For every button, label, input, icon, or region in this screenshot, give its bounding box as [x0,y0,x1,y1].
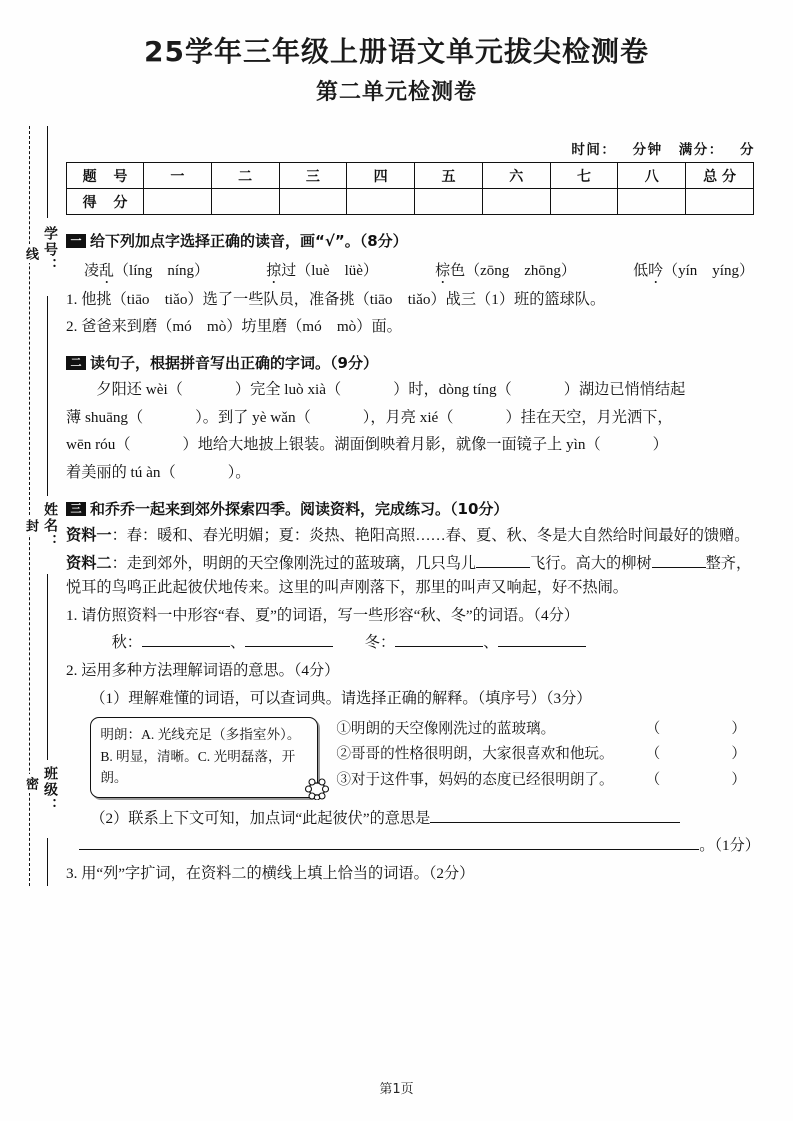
pinyin-item-2[interactable]: 掠过（luè lüè） [266,263,378,280]
left-margin-column [20,126,64,886]
option-2-answer-blank[interactable]: （ ） [645,746,760,763]
question-3-sub3-title: 3. 用“列”字扩词，在资料二的横线上填上恰当的词语。（2分） [66,864,475,882]
list-item-option-3[interactable] [336,768,760,793]
material-2-text-part1: ：走到郊外，明朗的天空像刚洗过的蓝玻璃，几只鸟儿 [111,554,477,572]
question-3-sub2-2-row [66,807,760,832]
sep-2: 、 [483,634,499,652]
q2-seg-2a: 薄 shuāng（ [66,408,144,426]
option-3-text: 对于这件事，妈妈的态度已经很明朗了。 [350,771,614,788]
mark-unit: 分 [740,142,755,158]
question-1-heading [66,229,760,253]
score-cell-3[interactable] [279,189,347,215]
time-unit: 分钟 [632,142,663,158]
pinyin-item-1[interactable]: 凌乱（líng níng） [84,263,210,280]
score-table [66,162,754,215]
material-2-text-part2: 飞行。高大的柳树 [530,554,652,572]
option-2-mark: ② [336,746,351,763]
score-col-total: 总 分 [686,163,754,189]
material-2-label: 资料二 [66,554,112,572]
footer-page-number: 第1页 [379,1082,414,1097]
question-3-sub1-answer-row [66,631,760,656]
margin-rule-student-id[interactable] [47,296,48,496]
option-1-answer-blank[interactable]: （ ） [645,721,760,738]
sub2-2-blank-1[interactable] [430,822,680,823]
winter-label: 冬： [364,634,396,652]
exam-content [66,218,760,890]
score-cell-1[interactable] [144,189,212,215]
table-row-scores [67,189,754,215]
score-col-3: 三 [279,163,347,189]
margin-rule-name[interactable] [47,574,48,760]
question-2-number: 二 [66,356,86,370]
page-title: 25学年三年级上册语文单元拔尖检测卷 [144,35,649,68]
option-3-answer-blank[interactable]: （ ） [645,771,760,788]
question-2-heading [66,351,760,375]
score-col-1: 一 [144,163,212,189]
score-cell-8[interactable] [618,189,686,215]
q2-seg-4a: 着美丽的 tú àn（ [66,464,176,482]
material-1-text: ：春：暖和、春光明媚；夏：炎热、艳阳高照……春、夏、秋、冬是大自然给时间最好的馈赠。 [111,526,750,544]
q2-seg-3c: ） [652,436,668,454]
seal-dashed-line [29,126,30,886]
sep-1: 、 [229,634,246,652]
question-3-title: 和乔乔一起来到郊外探索四季。阅读资料，完成练习。（10分） [90,499,509,518]
page-subtitle: 第二单元检测卷 [315,80,477,105]
margin-rule-top [47,126,48,218]
question-2-line-3[interactable] [66,433,760,458]
question-1-sentence-2[interactable]: 2. 爸爸来到磨（mó mò）坊里磨（mó mò）面。 [66,318,402,336]
question-1-sentence-1[interactable]: 1. 他挑（tiāo tiǎo）选了一些队员，准备挑（tiāo tiǎo）战三（1）班的篮球队。 [66,290,606,308]
autumn-blank-1[interactable] [142,646,230,647]
q2-seg-2d: ）挂在天空，月光洒下， [505,408,673,426]
pinyin-item-4[interactable]: 低吟（yín yíng） [633,263,754,280]
exam-meta-line [561,138,755,158]
option-1-mark: ① [336,721,351,738]
seal-char-line: 线 [21,244,40,263]
material-1 [66,524,760,549]
question-2-line-1[interactable] [66,378,760,403]
flower-icon [304,778,330,806]
question-2-line-4[interactable] [66,461,760,486]
q2-seg-4b: ）。 [227,464,251,482]
question-1-number: 一 [66,234,86,248]
option-1-text: 明朗的天空像刚洗过的蓝玻璃。 [350,721,556,738]
score-cell-4[interactable] [347,189,415,215]
full-mark-label: 满分： [678,142,724,158]
q2-seg-1d: ）湖边已悄悄结起 [563,381,686,399]
question-1-pinyin-row [66,259,760,283]
q2-seg-1a: 夕阳还 wèi（ [96,381,183,399]
score-cell-total[interactable] [686,189,754,215]
list-item-option-2[interactable] [336,742,760,767]
score-col-5: 五 [415,163,483,189]
question-3-number: 三 [66,502,86,516]
q2-seg-1b: ）完全 luò xià（ [234,381,342,399]
dictionary-and-options [66,717,760,797]
score-col-6: 六 [482,163,550,189]
time-label: 时间： [571,142,617,158]
question-3-sub2-2-tail-row [66,834,760,859]
question-3-sub1-title: 1. 请仿照资料一中形容“春、夏”的词语，写一些形容“秋、冬”的词语。（4分） [66,606,579,624]
dictionary-entry-text: 明朗：A. 光线充足（多指室外）。B. 明显，清晰。C. 光明磊落，开朗。 [100,727,301,786]
seal-char-seal: 封 [21,516,40,535]
option-list [336,717,760,792]
sub2-2-blank-2[interactable] [79,849,699,850]
field-label-name: 姓名： [42,502,58,550]
margin-rule-class[interactable] [47,838,48,886]
score-col-8: 八 [618,163,686,189]
title-block [0,34,793,106]
winter-blank-2[interactable] [498,646,586,647]
option-2-text: 哥哥的性格很明朗，大家很喜欢和他玩。 [350,746,614,763]
score-table-label-score: 得 分 [67,189,144,215]
question-3-sub2-1-title: （1）理解难懂的词语，可以查词典。请选择正确的解释。（填序号）（3分） [90,689,592,707]
field-label-student-id: 学号： [42,226,58,274]
option-3-mark: ③ [336,771,351,788]
q2-seg-2b: ）。到了 yè wǎn（ [195,408,311,426]
q2-seg-1c: ）时，dòng tíng（ [393,381,512,399]
material-2-blank-1[interactable] [476,567,530,568]
autumn-blank-2[interactable] [245,646,333,647]
autumn-label: 秋： [111,634,142,652]
question-3-sub2-2-title: （2）联系上下文可知，加点词“此起彼伏”的意思是 [90,809,431,827]
q2-seg-3a: wēn róu（ [66,436,131,454]
material-2-text-part3: 整齐，悦耳的鸟鸣正此起彼伏地传来。这里的叫声刚落下，那里的叫声又响起，好不热闹。 [66,554,752,597]
material-2 [66,552,760,601]
score-table-label-question: 题 号 [67,163,144,189]
q2-seg-2c: ），月亮 xié（ [362,408,454,426]
score-col-2: 二 [211,163,279,189]
score-cell-5[interactable] [415,189,483,215]
field-label-class: 班级： [42,766,58,814]
score-cell-7[interactable] [550,189,618,215]
score-cell-2[interactable] [211,189,279,215]
list-item-option-1[interactable] [336,717,760,742]
table-row-question-numbers [67,163,754,189]
winter-blank-1[interactable] [395,646,483,647]
question-2-line-2[interactable] [66,406,760,431]
material-2-blank-2[interactable] [652,567,706,568]
question-3-sub2-title: 2. 运用多种方法理解词语的意思。（4分） [66,662,340,680]
question-3-sub2-2-tail: 。（1分） [699,837,760,855]
score-col-7: 七 [550,163,618,189]
score-cell-6[interactable] [482,189,550,215]
material-1-label: 资料一 [66,526,112,544]
q2-seg-3b: ）地给大地披上银装。湖面倒映着月影，就像一面镜子上 yìn（ [182,436,601,454]
dictionary-box [90,717,318,797]
score-col-4: 四 [347,163,415,189]
question-1-title: 给下列加点字选择正确的读音，画“√”。（8分） [90,232,408,250]
seal-char-secret: 密 [21,774,40,793]
pinyin-item-3[interactable]: 棕色（zōng zhōng） [435,263,576,280]
question-3-heading [66,497,760,521]
question-2-title: 读句子，根据拼音写出正确的字词。（9分） [90,353,378,372]
